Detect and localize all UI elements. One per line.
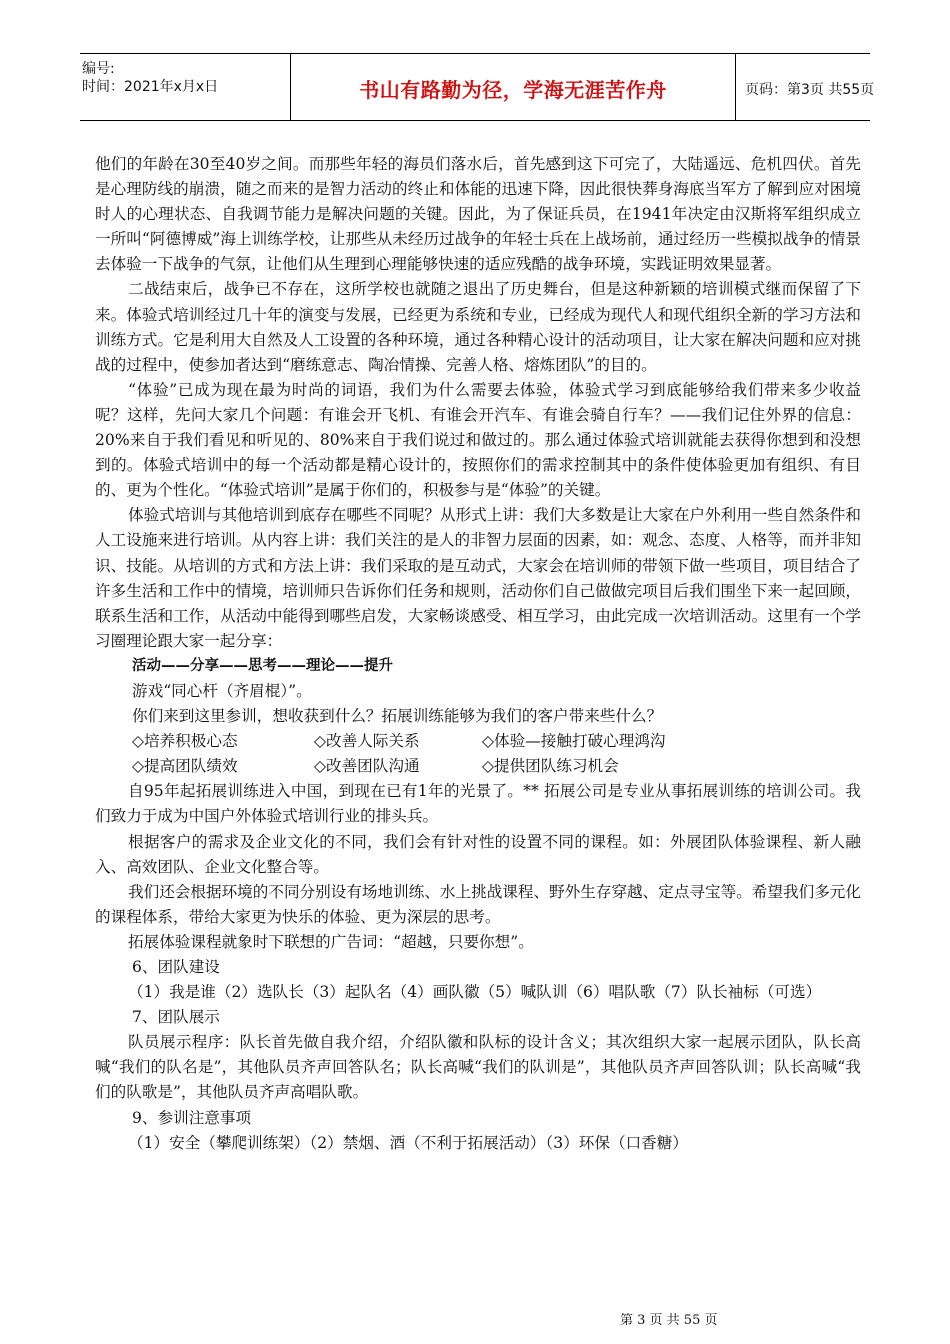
game-title: 游戏“同心杆（齐眉棍）”。 (132, 681, 312, 700)
benefit-item: ◇培养积极心态 (132, 732, 238, 751)
page-footer: 第 3 页 共 55 页 (620, 1313, 718, 1328)
header-page-number: 页码：第3页 共55页 (745, 82, 875, 98)
learning-cycle: 活动——分享——思考——理论——提升 (132, 657, 393, 674)
paragraph: 我们还会根据环境的不同分别设有场地训练、水上挑战课程、野外生存穿越、定点寻宝等。希望我们多元化的课程体系，带给大家更为快乐的体验、更为深层的思考。 (95, 882, 861, 926)
header-right-cell (735, 54, 875, 120)
document-body (95, 152, 861, 1156)
header-left-cell (80, 54, 290, 120)
paragraph: 体验式培训与其他培训到底存在哪些不同呢？从形式上讲：我们大多数是让大家在户外利用一些自然条件和人工设施来进行培训。从内容上讲：我们关注的是人的非智力层面的因素，如：观念、态度、人格等，而并非知识、技能。从培训的方式和方法上讲：我们采取的是互动式，大家会在培训师的带领下做一些项目，项目结合了许多生活和工作中的情境，培训师只告诉你们任务和规则，活动你们自己做做完项目后我们围坐下来一起回顾，联系生活和工作，从活动中能得到哪些启发，大家畅谈感受、相互学习，由此完成一次培训活动。这里有一个学习圈理论跟大家一起分享： (95, 506, 861, 650)
section-title: 9、参训注意事项 (132, 1108, 252, 1127)
benefit-item: ◇改善团队沟通 (314, 757, 420, 776)
doc-time-label: 时间：2021年x月x日 (82, 79, 219, 95)
doc-id-label: 编号: (82, 61, 115, 77)
page-header (80, 53, 875, 121)
header-motto-cell (290, 54, 736, 120)
section-body: （1）我是谁（2）选队长（3）起队名（4）画队徽（5）喊队训（6）唱队歌（7）队长袖标（可选） (128, 983, 822, 1002)
paragraph: 拓展体验课程就象时下联想的广告词：“超越，只要你想”。 (128, 932, 534, 951)
paragraph: 根据客户的需求及企业文化的不同，我们会有针对性的设置不同的课程。如：外展团队体验课程、新人融入、高效团队、企业文化整合等。 (95, 832, 861, 876)
benefit-row (95, 729, 861, 754)
header-motto: 书山有路勤为径，学海无涯苦作舟 (359, 78, 667, 102)
section-title: 6、团队建设 (132, 958, 220, 976)
paragraph: 他们的年龄在30至40岁之间。而那些年轻的海员们落水后，首先感到这下可完了，大陆遥远、危机四伏。首先是心理防线的崩溃，随之而来的是智力活动的终止和体能的迅速下降，因此很快葬身海底当军方了解到应对困境时人的心理状态、自我调节能力是解决问题的关键。因此，为了保证兵员，在1941年决定由汉斯将军组织成立一所叫“阿德博威”海上训练学校，让那些从未经历过战争的年轻士兵在上战场前，通过经历一些模拟战争的情景去体验一下战争的气氛，让他们从生理到心理能够快速的适应残酷的战争环境，实践证明效果显著。 (95, 155, 861, 274)
benefit-item: ◇提供团队练习机会 (482, 757, 619, 776)
paragraph: 自95年起拓展训练进入中国，到现在已有1年的光景了。** 拓展公司是专业从事拓展训练的培训公司。我们致力于成为中国户外体验式培训行业的排头兵。 (95, 782, 861, 826)
benefit-item: ◇改善人际关系 (314, 732, 420, 751)
paragraph: 二战结束后，战争已不存在，这所学校也就随之退出了历史舞台，但是这种新颖的培训模式继而保留了下来。体验式培训经过几十年的演变与发展，已经更为系统和专业，已经成为现代人和现代组织全新的学习方法和训练方式。它是利用大自然及人工设置的各种环境，通过各种精心设计的活动项目，让大家在解决问题和应对挑战的过程中，使参加者达到“磨练意志、陶冶情操、完善人格、熔炼团队”的目的。 (95, 280, 861, 374)
section-body: 队员展示程序：队长首先做自我介绍，介绍队徽和队标的设计含义；其次组织大家一起展示团队，队长高喊“我们的队名是”，其他队员齐声回答队名；队长高喊“我们的队训是”，其他队员齐声回答队训；队长高喊“我们的队歌是”，其他队员齐声高唱队歌。 (95, 1033, 861, 1102)
benefit-item: ◇提高团队绩效 (132, 757, 238, 776)
question-line: 你们来到这里参训，想收获到什么？拓展训练能够为我们的客户带来些什么？ (132, 707, 663, 726)
benefit-row (95, 754, 861, 779)
section-title: 7、团队展示 (132, 1008, 220, 1027)
paragraph: “体验”已成为现在最为时尚的词语，我们为什么需要去体验，体验式学习到底能够给我们带来多少收益呢？这样，先问大家几个问题：有谁会开飞机、有谁会开汽车、有谁会骑自行车？——我们记住外界的信息：20%来自于我们看见和听见的、80%来自于我们说过和做过的。那么通过体验式培训就能去获得你想到和没想到的。体验式培训中的每一个活动都是精心设计的，按照你们的需求控制其中的条件使体验更加有组织、有目的、更为个性化。“体验式培训”是属于你们的，积极参与是“体验”的关键。 (95, 380, 861, 500)
benefit-item: ◇体验—接触打破心理鸿沟 (482, 732, 666, 751)
section-body: （1）安全（攀爬训练架）（2）禁烟、酒（不利于拓展活动）（3）环保（口香糖） (128, 1133, 688, 1152)
